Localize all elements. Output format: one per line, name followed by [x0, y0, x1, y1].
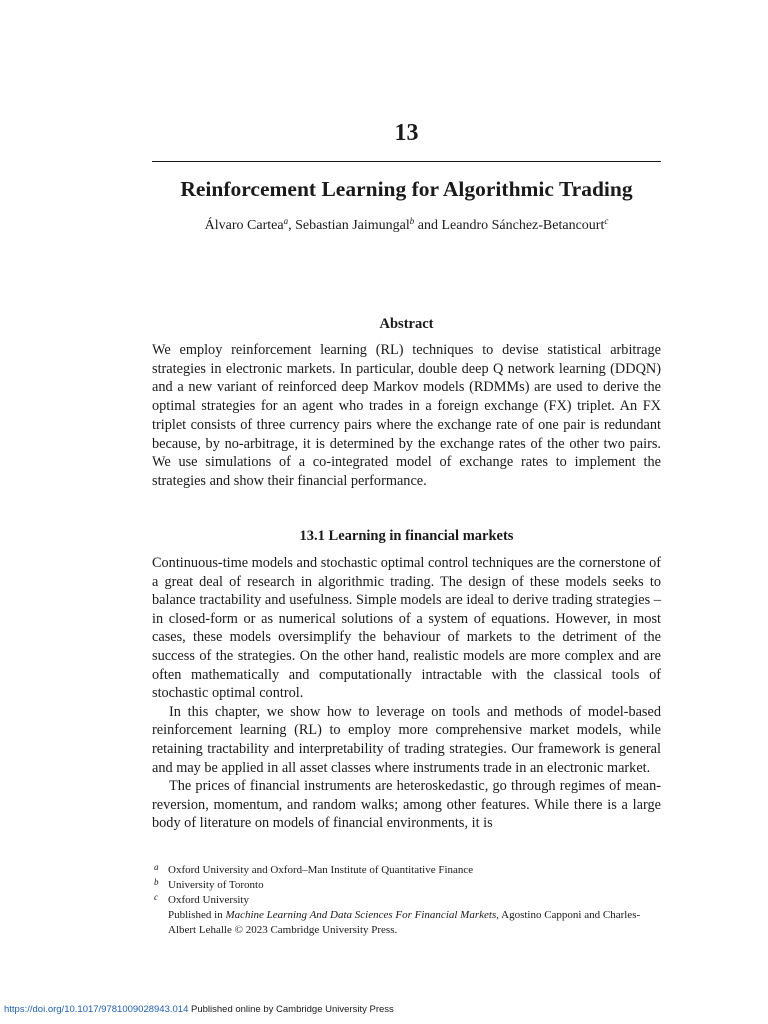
affiliation-mark: b [409, 216, 415, 226]
author-name: Leandro Sánchez-Betancourt [441, 218, 605, 233]
body-paragraph: Continuous-time models and stochastic optimal control techniques are the cornerstone of a great deal of research in algorithmic trading. The design of these models seeks to balance tractability and usefulness. Simple models are ideal to derive trading strategies – in closed-form or as numerical solutions of a system of equations. However, in most cases, these models oversimplify the behaviour of markets to the detriment of the success of the strategies. On the other hand, realistic models are more complex and are often mathematically and computationally intractable with the classical tools of stochastic optimal control. [152, 555, 661, 702]
abstract-heading: Abstract [379, 316, 434, 332]
chapter-number: 13 [394, 120, 419, 146]
chapter-title: Reinforcement Learning for Algorithmic Trading [180, 177, 633, 201]
book-title: Machine Learning And Data Sciences For Financial Markets [225, 909, 497, 921]
footnote-mark: a [154, 862, 159, 872]
footnote [152, 863, 661, 878]
author-name: Álvaro Cartea [204, 218, 284, 233]
footnote [152, 893, 661, 908]
footnotes [152, 863, 661, 938]
footer-note: Published online by Cambridge University Press [188, 1004, 394, 1015]
footnote-text: Oxford University [168, 894, 249, 906]
title-rule [152, 161, 661, 162]
affiliation-mark: c [604, 216, 609, 226]
page-footer [4, 1004, 394, 1015]
author-separator: , [288, 218, 296, 233]
publication-prefix: Published in [168, 909, 226, 921]
footnote [152, 878, 661, 893]
doi-link[interactable]: https://doi.org/10.1017/9781009028943.014 [4, 1004, 189, 1015]
author-name: Sebastian Jaimungal [295, 218, 410, 233]
footnote-mark: b [154, 877, 159, 887]
body-paragraph: The prices of financial instruments are heteroskedastic, go through regimes of mean-reversion, momentum, and random walks; among other features. While there is a large body of literature on models of financial environments, it is [152, 778, 661, 832]
abstract-text: We employ reinforcement learning (RL) techniques to devise statistical arbitrage strategies in electronic markets. In particular, double deep Q network learning (DDQN) and a new variant of reinforced deep Markov models (RDMMs) are used to derive the optimal strategies for an agent who trades in a foreign exchange (FX) triplet. An FX triplet consists of three currency pairs where the exchange rate of one pair is redundant because, by no-arbitrage, it is determined by the exchange rates of the other two pairs. We use simulations of a co-integrated model of exchange rates to implement the strategies and show their financial performance. [152, 342, 661, 489]
footnote-text: University of Toronto [168, 879, 264, 891]
affiliation-mark: a [283, 216, 289, 226]
footnote-mark: c [154, 892, 158, 902]
publication-note [152, 908, 661, 938]
section-body [152, 554, 661, 833]
publication-suffix: , Agostino Capponi and Charles-Albert Lehalle © 2023 Cambridge University Press. [168, 909, 641, 936]
author-separator: and [414, 218, 442, 233]
footnote-text: Oxford University and Oxford–Man Institute of Quantitative Finance [168, 864, 474, 876]
body-paragraph: In this chapter, we show how to leverage on tools and methods of model-based reinforcement learning (RL) to employ more comprehensive market models, while retaining tractability and interpretability of trading strategies. Our framework is general and may be applied in all asset classes where instruments trade in an electronic market. [152, 703, 661, 776]
author-list [152, 218, 661, 234]
section-heading: 13.1 Learning in financial markets [299, 528, 514, 544]
